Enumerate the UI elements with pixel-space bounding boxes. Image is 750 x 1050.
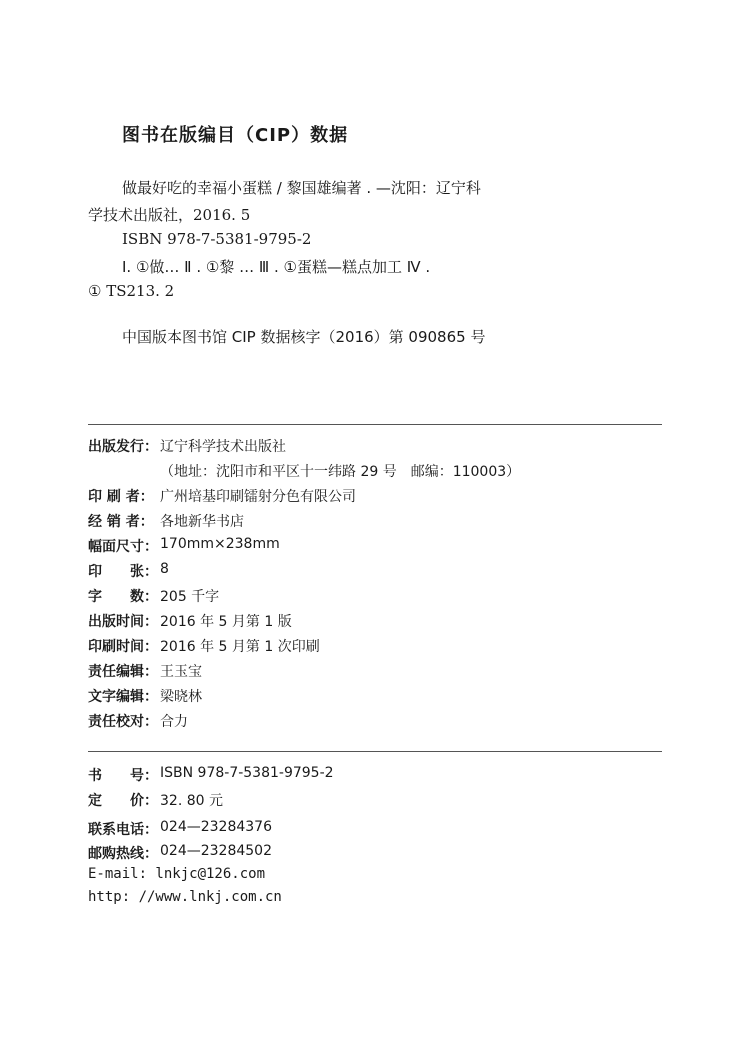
pub-date-value: 2016 年 5 月第 1 版 <box>160 614 292 630</box>
pub-date-label: 出版时间： <box>88 614 158 630</box>
sheets-label: 印 张： <box>88 564 158 580</box>
editor-row <box>88 661 202 681</box>
cip-class-number: ① TS213. 2 <box>88 282 175 300</box>
cip-record-number: 中国版本图书馆 CIP 数据核字（2016）第 090865 号 <box>122 328 486 346</box>
publisher-value: 辽宁科学技术出版社 <box>160 439 286 455</box>
distributor-value: 各地新华书店 <box>160 514 244 530</box>
editor-value: 王玉宝 <box>160 664 202 680</box>
pub-date-row <box>88 611 292 631</box>
publisher-row <box>88 436 286 456</box>
sheets-value: 8 <box>160 561 169 577</box>
cip-isbn: ISBN 978-7-5381-9795-2 <box>122 230 312 248</box>
text-editor-value: 梁晓林 <box>160 689 202 705</box>
mail-order-value: 024—23284502 <box>160 843 272 859</box>
website-line[interactable]: http: //www.lnkj.com.cn <box>88 889 282 905</box>
mail-order-row <box>88 843 272 863</box>
text-editor-row <box>88 686 202 706</box>
proofreader-label: 责任校对： <box>88 714 158 730</box>
proofreader-row <box>88 711 188 731</box>
distributor-row <box>88 511 244 531</box>
cip-classification: Ⅰ. ①做… Ⅱ . ①黎 … Ⅲ . ①蛋糕—糕点加工 Ⅳ . <box>122 258 431 276</box>
words-value: 205 千字 <box>160 589 220 605</box>
size-value: 170mm×238mm <box>160 536 280 552</box>
print-date-value: 2016 年 5 月第 1 次印刷 <box>160 639 320 655</box>
words-row <box>88 586 219 606</box>
phone-value: 024—23284376 <box>160 819 272 835</box>
address-row <box>160 461 520 481</box>
address-value: （地址：沈阳市和平区十一纬路 29 号 邮编：110003） <box>160 464 521 480</box>
book-number-value: ISBN 978-7-5381-9795-2 <box>160 765 334 781</box>
phone-row <box>88 819 272 839</box>
proofreader-value: 合力 <box>160 714 188 730</box>
phone-label: 联系电话： <box>88 822 158 838</box>
price-value: 32. 80 元 <box>160 793 223 809</box>
print-date-label: 印刷时间： <box>88 639 158 655</box>
cip-title: 图书在版编目（CIP）数据 <box>122 125 349 146</box>
printer-label: 印 刷 者： <box>88 489 154 505</box>
distributor-label: 经 销 者： <box>88 514 154 530</box>
cip-bibliographic-line-1: 做最好吃的幸福小蛋糕 / 黎国雄编著 . —沈阳：辽宁科 <box>122 179 481 197</box>
size-label: 幅面尺寸： <box>88 539 158 555</box>
printer-value: 广州培基印刷镭射分色有限公司 <box>160 489 356 505</box>
book-number-label: 书 号： <box>88 768 158 784</box>
size-row <box>88 536 280 556</box>
print-date-row <box>88 636 320 656</box>
publisher-label: 出版发行： <box>88 439 158 455</box>
printer-row <box>88 486 356 506</box>
price-label: 定 价： <box>88 793 158 809</box>
book-number-row <box>88 765 334 785</box>
email-line[interactable]: E-mail: lnkjc@126.com <box>88 866 266 882</box>
divider-bottom <box>88 751 662 752</box>
editor-label: 责任编辑： <box>88 664 158 680</box>
text-editor-label: 文字编辑： <box>88 689 158 705</box>
cip-bibliographic-line-2: 学技术出版社，2016. 5 <box>88 206 251 224</box>
words-label: 字 数： <box>88 589 158 605</box>
sheets-row <box>88 561 169 581</box>
mail-order-label: 邮购热线： <box>88 846 158 862</box>
divider-top <box>88 424 662 425</box>
price-row <box>88 790 223 810</box>
